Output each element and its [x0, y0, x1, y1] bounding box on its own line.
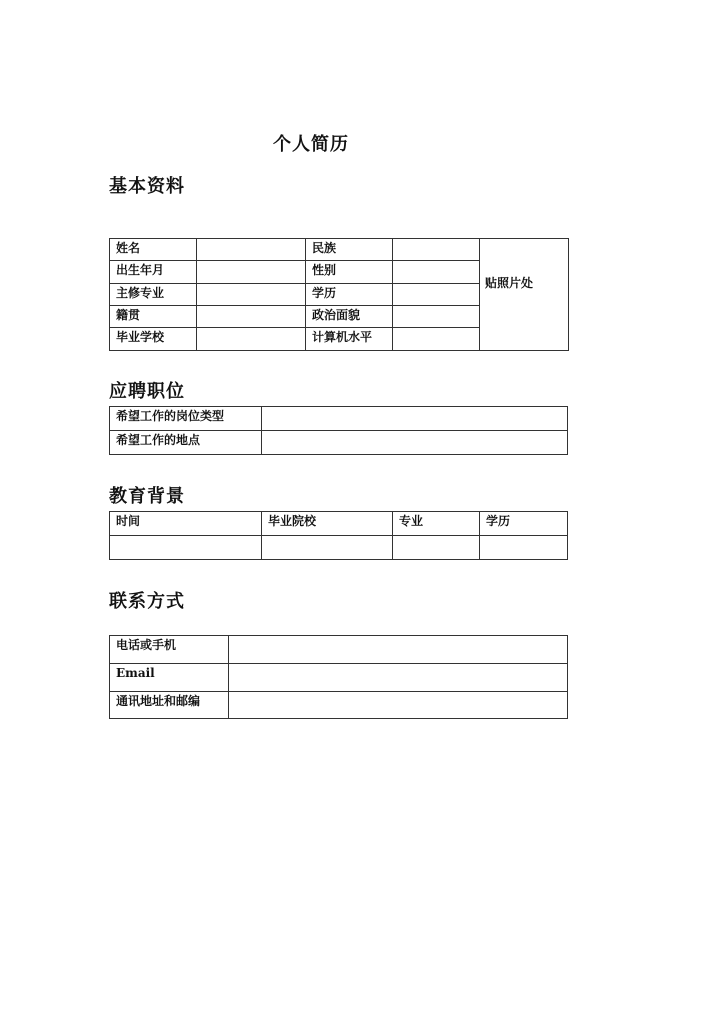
field-ethnicity[interactable] [393, 239, 480, 261]
table-row [110, 239, 569, 261]
label-birth-date: 出生年月 [110, 261, 197, 284]
field-birth-date[interactable] [197, 261, 306, 284]
field-desired-location[interactable] [262, 431, 568, 455]
label-desired-position-type: 希望工作的岗位类型 [110, 407, 262, 431]
job-target-table [109, 406, 568, 455]
field-phone[interactable] [229, 636, 568, 664]
section-heading-education: 教育背景 [109, 486, 185, 507]
field-computer-level[interactable] [393, 328, 480, 351]
table-row [110, 664, 568, 692]
label-email: Email [110, 664, 229, 692]
label-degree: 学历 [306, 284, 393, 306]
field-education-school[interactable] [262, 536, 393, 560]
field-degree[interactable] [393, 284, 480, 306]
label-phone: 电话或手机 [110, 636, 229, 664]
document-title: 个人简历 [273, 134, 349, 155]
field-gender[interactable] [393, 261, 480, 284]
section-heading-basic-info: 基本资料 [109, 176, 185, 197]
column-header-degree: 学历 [480, 512, 568, 536]
field-email[interactable] [229, 664, 568, 692]
label-computer-level: 计算机水平 [306, 328, 393, 351]
label-ethnicity: 民族 [306, 239, 393, 261]
label-major: 主修专业 [110, 284, 197, 306]
table-row [110, 431, 568, 455]
label-political-status: 政治面貌 [306, 306, 393, 328]
photo-placeholder[interactable]: 贴照片处 [480, 239, 569, 351]
section-heading-job-target: 应聘职位 [109, 381, 185, 402]
basic-info-table [109, 238, 569, 351]
contact-table [109, 635, 568, 719]
field-address-zip[interactable] [229, 692, 568, 719]
table-row [110, 636, 568, 664]
section-heading-contact: 联系方式 [109, 591, 185, 612]
label-gender: 性别 [306, 261, 393, 284]
field-education-major[interactable] [393, 536, 480, 560]
field-graduate-school[interactable] [197, 328, 306, 351]
field-name[interactable] [197, 239, 306, 261]
table-row [110, 692, 568, 719]
field-native-place[interactable] [197, 306, 306, 328]
table-row [110, 407, 568, 431]
label-name: 姓名 [110, 239, 197, 261]
label-graduate-school: 毕业学校 [110, 328, 197, 351]
field-major[interactable] [197, 284, 306, 306]
field-education-degree[interactable] [480, 536, 568, 560]
column-header-school: 毕业院校 [262, 512, 393, 536]
table-header-row [110, 512, 568, 536]
column-header-time: 时间 [110, 512, 262, 536]
education-table [109, 511, 568, 560]
label-address-zip: 通讯地址和邮编 [110, 692, 229, 719]
table-row [110, 536, 568, 560]
label-native-place: 籍贯 [110, 306, 197, 328]
field-education-time[interactable] [110, 536, 262, 560]
field-political-status[interactable] [393, 306, 480, 328]
field-desired-position-type[interactable] [262, 407, 568, 431]
label-desired-location: 希望工作的地点 [110, 431, 262, 455]
column-header-major: 专业 [393, 512, 480, 536]
